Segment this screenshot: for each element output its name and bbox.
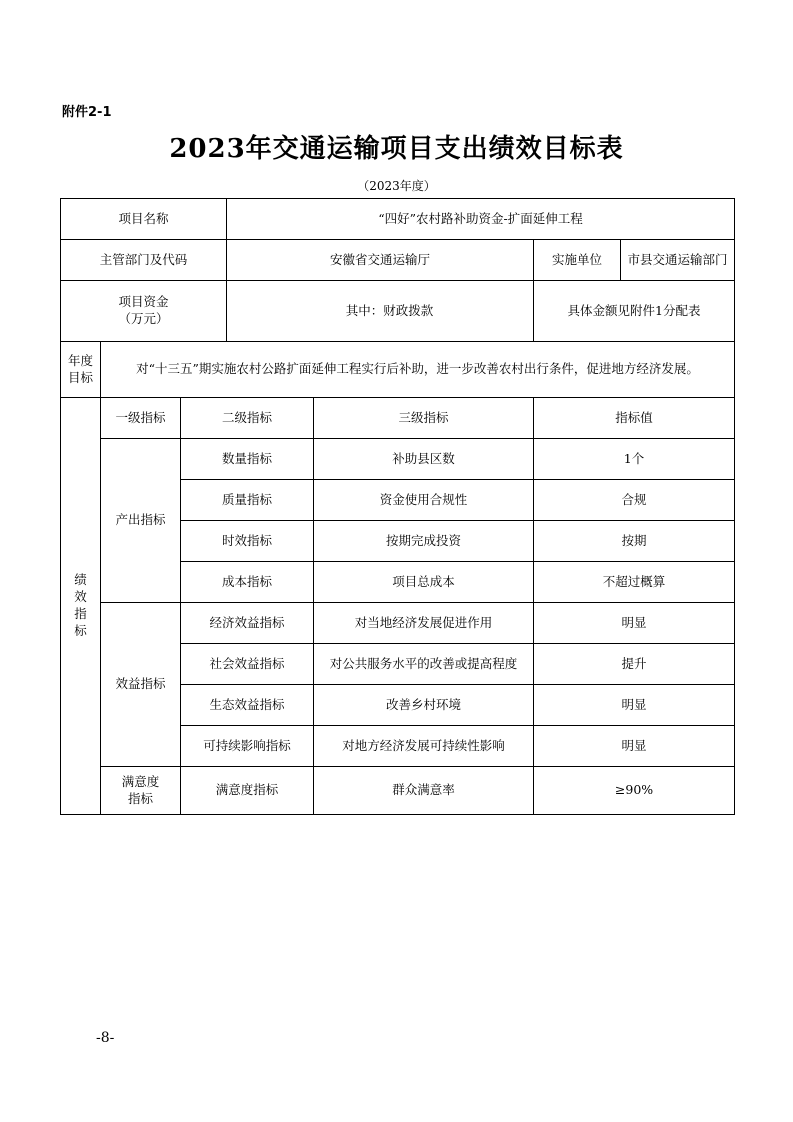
department-label: 主管部门及代码 — [61, 240, 227, 281]
level2-cell: 成本指标 — [181, 562, 314, 603]
year-note: （2023年度） — [357, 179, 436, 193]
funding-source: 其中：财政拨款 — [227, 281, 534, 342]
level2-cell: 满意度指标 — [181, 767, 314, 815]
document-title: 2023年交通运输项目支出绩效目标表 — [169, 134, 624, 164]
annual-goal-label-line2: 目标 — [67, 369, 93, 385]
header-level1: 一级指标 — [101, 398, 181, 439]
header-level2: 二级指标 — [181, 398, 314, 439]
value-cell: 明显 — [534, 685, 735, 726]
side-char: 绩 — [74, 572, 87, 588]
row-annual-goal — [61, 342, 735, 398]
side-char: 指 — [74, 606, 87, 621]
row-funding — [61, 281, 735, 342]
funding-label — [61, 281, 227, 342]
value-cell: 提升 — [534, 644, 735, 685]
level1-satisfaction-line1: 满意度 — [121, 773, 160, 789]
level3-cell: 资金使用合规性 — [314, 480, 534, 521]
value-cell: 明显 — [534, 726, 735, 767]
level3-cell: 改善乡村环境 — [314, 685, 534, 726]
funding-label-line1: 项目资金 — [118, 294, 169, 310]
level2-cell: 数量指标 — [181, 439, 314, 480]
department-value: 安徽省交通运输厅 — [227, 240, 534, 281]
performance-table — [60, 198, 735, 815]
table-row — [61, 767, 735, 815]
level3-cell: 对地方经济发展可持续性影响 — [314, 726, 534, 767]
attachment-label: 附件2-1 — [62, 105, 112, 120]
implementer-value: 市县交通运输部门 — [621, 240, 735, 281]
level2-cell: 可持续影响指标 — [181, 726, 314, 767]
level1-satisfaction — [101, 767, 181, 815]
value-cell: 明显 — [534, 603, 735, 644]
side-char: 效 — [74, 589, 87, 605]
level3-cell: 项目总成本 — [314, 562, 534, 603]
page-number: -8- — [96, 1030, 115, 1046]
header-value: 指标值 — [534, 398, 735, 439]
value-cell: 1个 — [534, 439, 735, 480]
level3-cell: 按期完成投资 — [314, 521, 534, 562]
value-cell: 合规 — [534, 480, 735, 521]
row-department — [61, 240, 735, 281]
level2-cell: 时效指标 — [181, 521, 314, 562]
level1-satisfaction-line2: 指标 — [127, 790, 153, 806]
level3-cell: 对公共服务水平的改善或提高程度 — [314, 644, 534, 685]
funding-label-line2: （万元） — [118, 311, 169, 326]
annual-goal-text: 对“十三五”期实施农村公路扩面延伸工程实行后补助，进一步改善农村出行条件，促进地方经济发展。 — [101, 342, 735, 398]
performance-indicators-label — [61, 398, 101, 815]
level2-cell: 社会效益指标 — [181, 644, 314, 685]
level1-output: 产出指标 — [101, 439, 181, 603]
level2-cell: 生态效益指标 — [181, 685, 314, 726]
value-cell: 按期 — [534, 521, 735, 562]
level3-cell: 群众满意率 — [314, 767, 534, 815]
row-indicator-headers — [61, 398, 735, 439]
header-level3: 三级指标 — [314, 398, 534, 439]
project-name-label: 项目名称 — [61, 199, 227, 240]
level2-cell: 经济效益指标 — [181, 603, 314, 644]
table-row — [61, 603, 735, 644]
row-project-name — [61, 199, 735, 240]
annual-goal-label-line1: 年度 — [67, 352, 93, 368]
level3-cell: 对当地经济发展促进作用 — [314, 603, 534, 644]
table-row — [61, 439, 735, 480]
implementer-label: 实施单位 — [534, 240, 621, 281]
side-char: 标 — [74, 622, 87, 638]
level3-cell: 补助县区数 — [314, 439, 534, 480]
project-name-value: “四好”农村路补助资金-扩面延伸工程 — [227, 199, 735, 240]
value-cell: 不超过概算 — [534, 562, 735, 603]
funding-note: 具体金额见附件1分配表 — [534, 281, 735, 342]
level2-cell: 质量指标 — [181, 480, 314, 521]
value-cell: ≥90% — [534, 767, 735, 815]
level1-benefit: 效益指标 — [101, 603, 181, 767]
annual-goal-label — [61, 342, 101, 398]
